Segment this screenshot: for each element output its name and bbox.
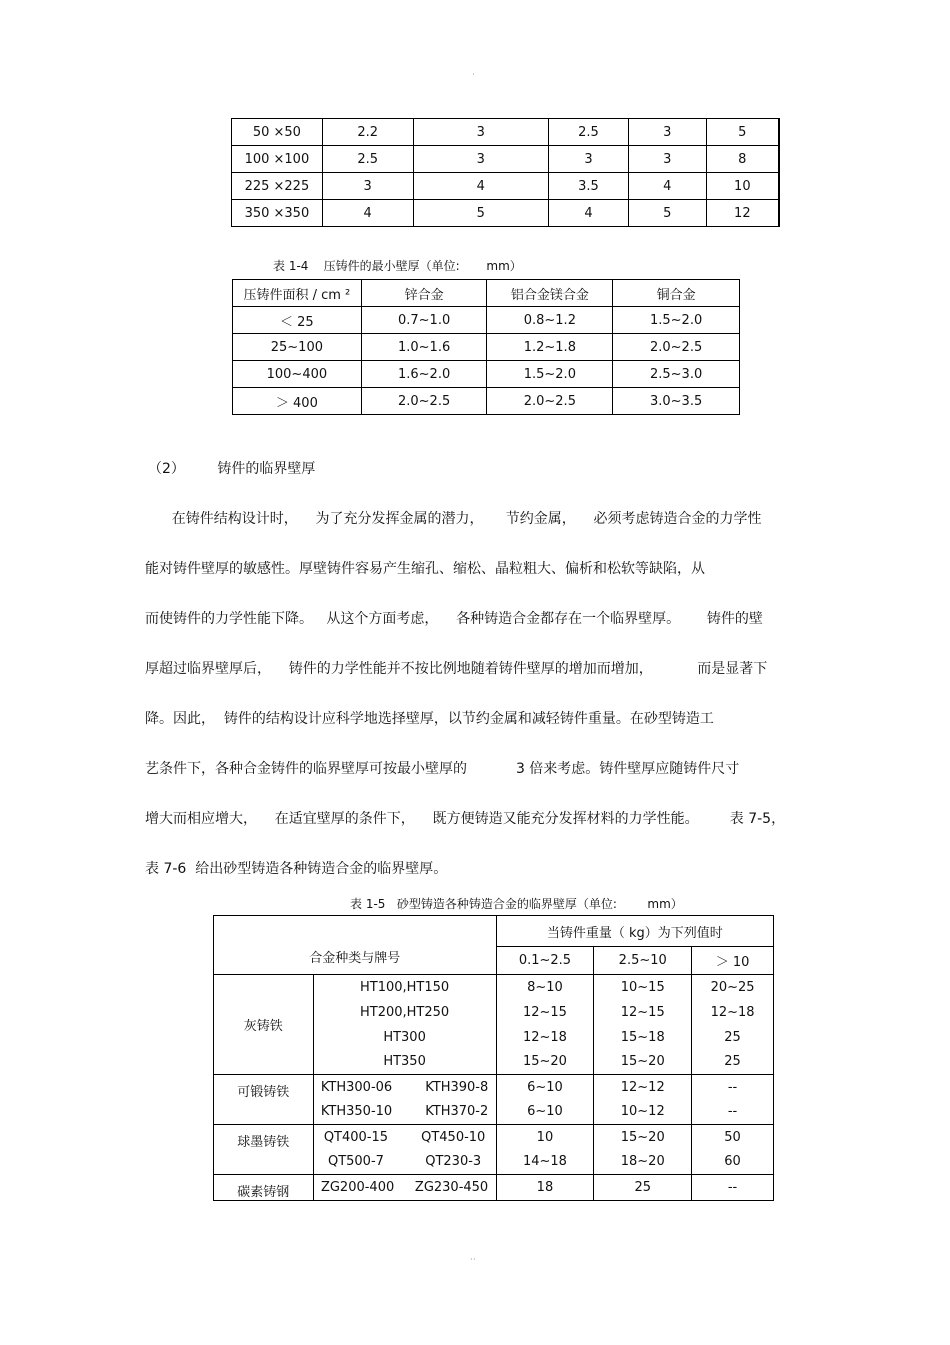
table-cell: 3.0~3.5	[613, 388, 740, 415]
table-cell: 12~18	[692, 1000, 774, 1025]
table-cell: 3	[628, 119, 706, 146]
table-row	[233, 334, 740, 361]
table-cell: 1.0~1.6	[361, 334, 487, 361]
page-mark-top: ·	[472, 70, 475, 80]
table-cell: 60	[692, 1150, 774, 1175]
table-cell: 5	[628, 200, 706, 227]
table-cell: 4	[322, 200, 413, 227]
table-cell: 2.5	[549, 119, 629, 146]
table-cell: 4	[413, 173, 549, 200]
alloy-grade: HT200,HT250	[313, 1000, 496, 1025]
header-cell: 铝合金镁合金	[487, 280, 613, 307]
table-cell: 25	[594, 1175, 692, 1201]
table-1-4	[232, 279, 740, 415]
table-cell: 5	[706, 119, 779, 146]
table-cell: ＜ 25	[233, 307, 362, 334]
table-cell: 12~12	[594, 1075, 692, 1100]
table-cell: --	[692, 1075, 774, 1100]
table-row	[214, 1175, 774, 1201]
table-cell: 20~25	[692, 975, 774, 1000]
table-row	[232, 119, 780, 146]
table-cell: 3	[322, 173, 413, 200]
table-cell: 12	[706, 200, 779, 227]
table-row	[233, 388, 740, 415]
header-alloy: 合金种类与牌号	[214, 916, 497, 975]
table-cell: ＞ 400	[233, 388, 362, 415]
table-cell: 1.2~1.8	[487, 334, 613, 361]
table-cell: 15~18	[594, 1025, 692, 1050]
table-cell: 3	[413, 119, 549, 146]
table-cell: 2.5~3.0	[613, 361, 740, 388]
alloy-group-name: 碳素铸钢	[214, 1175, 314, 1201]
table-cell: 6~10	[496, 1100, 594, 1125]
table-header-row	[233, 280, 740, 307]
table-row	[232, 173, 780, 200]
alloy-grade: QT500-7 QT230-3	[313, 1150, 496, 1175]
paragraph-line: 厚超过临界壁厚后， 铸件的力学性能并不按比例地随着铸件壁厚的增加而增加， 而是显著下	[145, 661, 768, 677]
table-cell: 18	[496, 1175, 594, 1201]
table-cell: 3	[628, 146, 706, 173]
section-number: （2）	[148, 461, 185, 477]
table-cell: 2.5	[322, 146, 413, 173]
table-cell: --	[692, 1175, 774, 1201]
table-cell: 12~15	[594, 1000, 692, 1025]
table-continued	[231, 118, 780, 227]
table-cell: 25	[692, 1050, 774, 1075]
table-cell: 10~15	[594, 975, 692, 1000]
alloy-grade: ZG200-400 ZG230-450	[313, 1175, 496, 1201]
table-cell: 225 ×225	[232, 173, 323, 200]
table-cell: 4	[549, 200, 629, 227]
table-1-5	[213, 915, 774, 1201]
header-cell: 0.1~2.5	[496, 947, 594, 975]
table-row	[232, 146, 780, 173]
alloy-group-name: 球墨铸铁	[214, 1125, 314, 1175]
alloy-grade: KTH350-10 KTH370-2	[313, 1100, 496, 1125]
table-cell: 0.8~1.2	[487, 307, 613, 334]
table-cell: 50	[692, 1125, 774, 1150]
table-cell: 14~18	[496, 1150, 594, 1175]
section-title: 铸件的临界壁厚	[217, 461, 316, 477]
table-cell: 1.5~2.0	[613, 307, 740, 334]
table-cell: 2.0~2.5	[613, 334, 740, 361]
paragraph-line: 艺条件下，各种合金铸件的临界壁厚可按最小壁厚的 3 倍来考虑。铸件壁厚应随铸件尺寸	[145, 761, 740, 777]
alloy-grade: HT350	[313, 1050, 496, 1075]
table-row	[214, 975, 774, 1000]
table-row	[233, 361, 740, 388]
alloy-group-name: 灰铸铁	[214, 975, 314, 1075]
table-cell: 12~18	[496, 1025, 594, 1050]
table-cell: 8	[706, 146, 779, 173]
alloy-group-name: 可锻铸铁	[214, 1075, 314, 1125]
paragraph-line: 在铸件结构设计时， 为了充分发挥金属的潜力， 节约金属， 必须考虑铸造合金的力学性	[145, 511, 762, 527]
table-cell: 100~400	[233, 361, 362, 388]
table-cell: --	[692, 1100, 774, 1125]
page-mark-bottom: ··	[470, 1255, 476, 1265]
table-cell: 0.7~1.0	[361, 307, 487, 334]
table-row	[233, 307, 740, 334]
table-cell: 2.2	[322, 119, 413, 146]
table-cell: 2.0~2.5	[487, 388, 613, 415]
table-cell: 1.5~2.0	[487, 361, 613, 388]
paragraph-line: 表 7-6 给出砂型铸造各种铸造合金的临界壁厚。	[145, 861, 448, 877]
paragraph-line: 降。因此， 铸件的结构设计应科学地选择壁厚，以节约金属和减轻铸件重量。在砂型铸造工	[145, 711, 714, 727]
alloy-grade: HT300	[313, 1025, 496, 1050]
paragraph-line: 而使铸件的力学性能下降。 从这个方面考虑， 各种铸造合金都存在一个临界壁厚。 铸件的壁	[145, 611, 763, 627]
table-row	[232, 200, 780, 227]
table-cell: 25	[692, 1025, 774, 1050]
table-cell: 4	[628, 173, 706, 200]
table-cell: 15~20	[594, 1050, 692, 1075]
table-cell: 10	[706, 173, 779, 200]
table-cell: 3.5	[549, 173, 629, 200]
table-cell: 5	[413, 200, 549, 227]
paragraph-line: 增大而相应增大， 在适宜壁厚的条件下， 既方便铸造又能充分发挥材料的力学性能。 表 7-5，	[145, 811, 786, 827]
table-cell: 50 ×50	[232, 119, 323, 146]
table-cell: 12~15	[496, 1000, 594, 1025]
header-cell: 压铸件面积 / cm ²	[233, 280, 362, 307]
header-weight: 当铸件重量（ kg）为下列值时	[496, 916, 773, 947]
table-cell: 350 ×350	[232, 200, 323, 227]
alloy-grade: HT100,HT150	[313, 975, 496, 1000]
table-cell: 3	[413, 146, 549, 173]
table-cell: 15~20	[496, 1050, 594, 1075]
table-cell: 10~12	[594, 1100, 692, 1125]
table-cell: 3	[549, 146, 629, 173]
table-cell: 1.6~2.0	[361, 361, 487, 388]
table-cell: 18~20	[594, 1150, 692, 1175]
paragraph-line: 能对铸件壁厚的敏感性。厚壁铸件容易产生缩孔、缩松、晶粒粗大、偏析和松软等缺陷，从	[145, 561, 705, 577]
header-cell: ＞ 10	[692, 947, 774, 975]
table-cell: 10	[496, 1125, 594, 1150]
table-cell: 15~20	[594, 1125, 692, 1150]
section-heading	[148, 458, 315, 478]
header-cell: 锌合金	[361, 280, 487, 307]
table-1-4-caption: 表 1-4 压铸件的最小壁厚（单位: mm）	[273, 259, 522, 273]
table-cell: 100 ×100	[232, 146, 323, 173]
table-row	[214, 1125, 774, 1150]
table-1-5-caption: 表 1-5 砂型铸造各种铸造合金的临界壁厚（单位: mm）	[350, 897, 683, 911]
header-cell: 铜合金	[613, 280, 740, 307]
table-cell: 25~100	[233, 334, 362, 361]
table-cell: 6~10	[496, 1075, 594, 1100]
alloy-grade: KTH300-06 KTH390-8	[313, 1075, 496, 1100]
table-cell: 2.0~2.5	[361, 388, 487, 415]
header-cell: 2.5~10	[594, 947, 692, 975]
table-cell: 8~10	[496, 975, 594, 1000]
table-row	[214, 1075, 774, 1100]
alloy-grade: QT400-15 QT450-10	[313, 1125, 496, 1150]
